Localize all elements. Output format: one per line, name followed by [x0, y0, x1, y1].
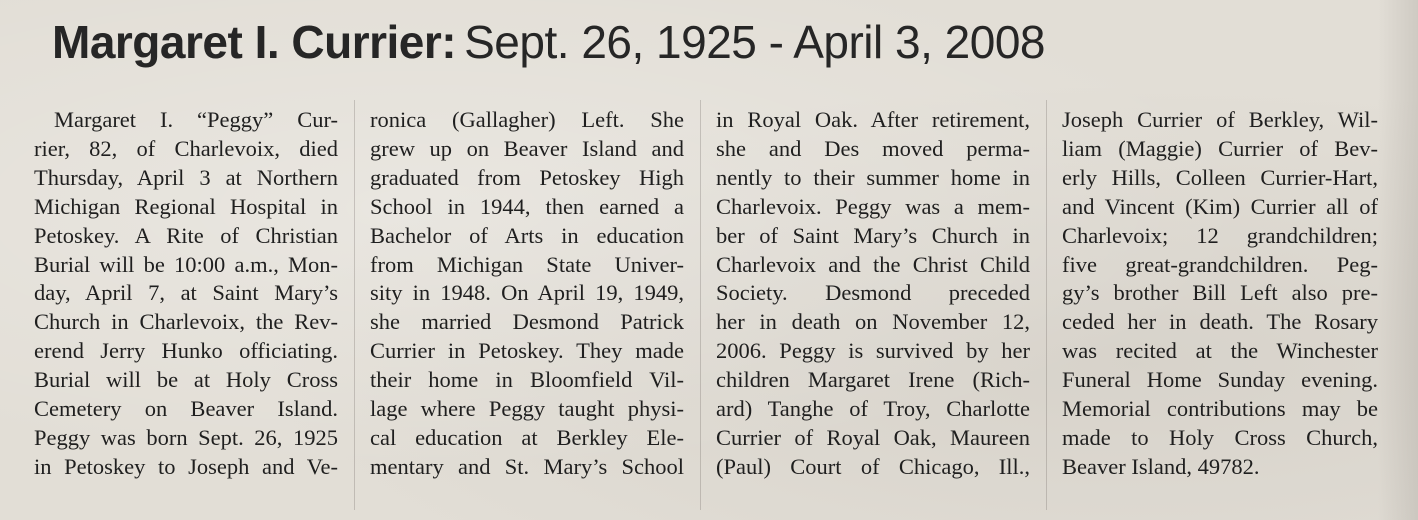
text-line: five great-grandchildren. Peg- [1062, 251, 1378, 277]
text-line: ceded her in death. The Rosary [1062, 309, 1378, 335]
text-line: lage where Peggy taught physi- [370, 396, 684, 422]
text-line: from Michigan State Univer- [370, 251, 684, 277]
text-line: Peggy was born Sept. 26, 1925 [34, 424, 338, 450]
text-line: Michigan Regional Hospital in [34, 193, 338, 219]
text-line: grew up on Beaver Island and [370, 135, 684, 161]
text-line: made to Holy Cross Church, [1062, 424, 1378, 450]
text-line: ronica (Gallagher) Left. She [370, 107, 684, 132]
text-line: Bachelor of Arts in education [370, 222, 684, 248]
text-line: their home in Bloomfield Vil- [370, 367, 684, 393]
text-line: and Vincent (Kim) Currier all of [1062, 193, 1378, 219]
text-line: Funeral Home Sunday evening. [1062, 367, 1378, 393]
text-line: Burial will be 10:00 a.m., Mon- [34, 251, 338, 277]
text-line: Margaret I. “Peggy” Cur- [54, 107, 338, 132]
text-line: (Paul) Court of Chicago, Ill., [716, 453, 1030, 479]
text-line: Charlevoix and the Christ Child [716, 251, 1030, 277]
text-line: she married Desmond Patrick [370, 309, 684, 335]
column-divider [1046, 100, 1047, 510]
text-line: 2006. Peggy is survived by her [716, 338, 1030, 364]
text-line: was recited at the Winchester [1062, 338, 1378, 364]
text-line: Society. Desmond preceded [716, 280, 1030, 306]
headline-dates: Sept. 26, 1925 - April 3, 2008 [464, 16, 1045, 68]
text-line: Charlevoix; 12 grandchildren; [1062, 222, 1378, 248]
text-line: ber of Saint Mary’s Church in [716, 222, 1030, 248]
text-line: erly Hills, Colleen Currier-Hart, [1062, 164, 1378, 190]
column-divider [700, 100, 701, 510]
obituary-column-1 [34, 106, 338, 482]
obituary-column-2 [370, 106, 684, 482]
text-line: ard) Tanghe of Troy, Charlotte [716, 396, 1030, 422]
text-line: sity in 1948. On April 19, 1949, [370, 280, 684, 306]
text-line: Beaver Island, 49782. [1062, 453, 1260, 479]
obituary-column-4 [1062, 106, 1378, 482]
text-line: liam (Maggie) Currier of Bev- [1062, 135, 1378, 161]
text-line: Thursday, April 3 at Northern [34, 164, 338, 190]
text-line: in Petoskey to Joseph and Ve- [34, 453, 338, 479]
obituary-column-3 [716, 106, 1030, 482]
text-line: Currier of Royal Oak, Maureen [716, 424, 1030, 450]
text-line: Cemetery on Beaver Island. [34, 396, 338, 422]
text-line: Joseph Currier of Berkley, Wil- [1062, 107, 1378, 132]
text-line: mentary and St. Mary’s School [370, 453, 684, 479]
obituary-headline [52, 14, 1045, 70]
text-line: Currier in Petoskey. They made [370, 338, 684, 364]
text-line: Church in Charlevoix, the Rev- [34, 309, 338, 335]
text-line: gy’s brother Bill Left also pre- [1062, 280, 1378, 306]
text-line: children Margaret Irene (Rich- [716, 367, 1030, 393]
text-line: nently to their summer home in [716, 164, 1030, 190]
text-line: erend Jerry Hunko officiating. [34, 338, 338, 364]
text-line: graduated from Petoskey High [370, 164, 684, 190]
text-line: cal education at Berkley Ele- [370, 424, 684, 450]
text-line: rier, 82, of Charlevoix, died [34, 135, 338, 161]
text-line: she and Des moved perma- [716, 135, 1030, 161]
text-line: Charlevoix. Peggy was a mem- [716, 193, 1030, 219]
text-line: day, April 7, at Saint Mary’s [34, 280, 338, 306]
text-line: Petoskey. A Rite of Christian [34, 222, 338, 248]
text-line: in Royal Oak. After retirement, [716, 107, 1030, 132]
text-line: School in 1944, then earned a [370, 193, 684, 219]
column-divider [354, 100, 355, 510]
headline-name: Margaret I. Currier: [52, 16, 457, 68]
page-edge-shadow [1378, 0, 1418, 520]
text-line: her in death on November 12, [716, 309, 1030, 335]
text-line: Burial will be at Holy Cross [34, 367, 338, 393]
text-line: Memorial contributions may be [1062, 396, 1378, 422]
